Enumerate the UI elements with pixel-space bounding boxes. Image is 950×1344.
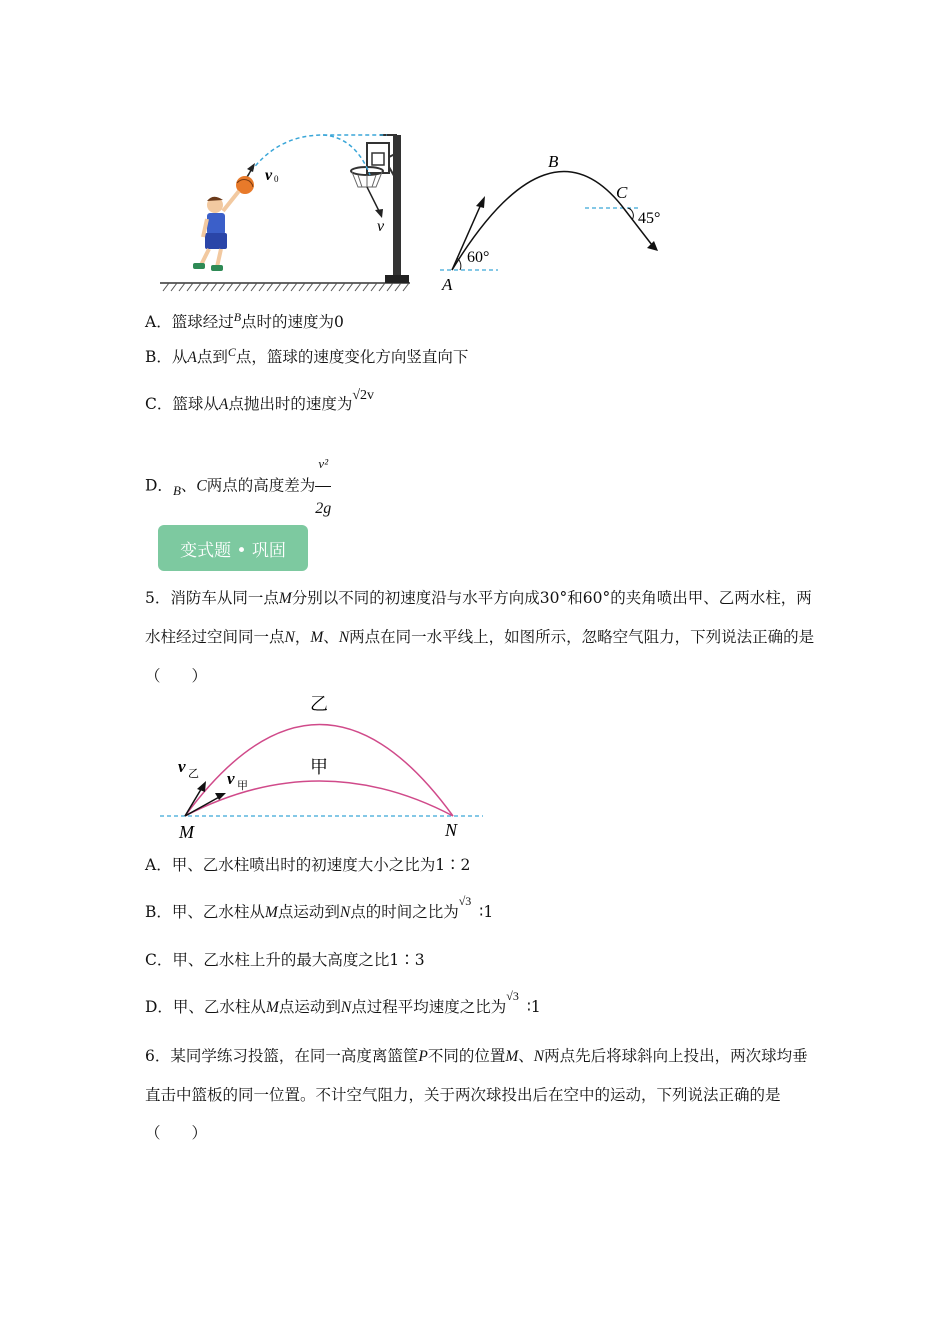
v-jia-label: v (227, 769, 235, 788)
trajectory-abc-figure (430, 150, 680, 295)
q4-option-c[interactable]: C．篮球从A点抛出时的速度为√2v (145, 388, 375, 413)
q5-option-d[interactable]: D．甲、乙水柱从M点运动到N点过程平均速度之比为$^{√3}$∶1 (145, 989, 541, 1016)
v-yi-subscript: 乙 (188, 768, 199, 780)
q5-stem: 5．消防车从同一点M分别以不同的初速度沿与水平方向成30°和60°的夹角喷出甲、乙两水柱，两水柱经过空间同一点N，M、N两点在同一水平线上，如图所示，忽略空气阻力，下列说法正确的是（ ） (145, 589, 815, 685)
player-icon (193, 176, 254, 271)
label-yi: 乙 (310, 694, 328, 714)
point-c-label: C (616, 183, 628, 202)
point-a-label: A (442, 275, 453, 294)
q5-option-c[interactable]: C．甲、乙水柱上升的最大高度之比1∶3 (145, 951, 425, 969)
variant-section-badge: 变式题 • 巩固 (158, 525, 308, 571)
sqrt2-expression: √2v (352, 388, 375, 403)
v-label: v (377, 218, 385, 235)
q5-option-a[interactable]: A．甲、乙水柱喷出时的初速度大小之比为1∶2 (145, 856, 471, 874)
v0-label: v (265, 167, 273, 184)
q6-stem: 6．某同学练习投篮，在同一高度离篮筐P不同的位置M、N两点先后将球斜向上投出，两次球均垂直击中篮板的同一位置。不计空气阻力，关于两次球投出后在空中的运动，下列说法正确的是（ ） (145, 1047, 808, 1142)
water-jet-figure (155, 688, 490, 843)
sqrt3-expression: √3 (506, 989, 519, 1003)
point-m-label: M (179, 822, 194, 842)
q4-option-d[interactable]: D．$_B$、C两点的高度差为 $\frac{\text{v²}}{2g}$ (145, 442, 331, 531)
q4-option-b[interactable]: B．从A点到$^C$点，篮球的速度变化方向竖直向下 (145, 345, 469, 366)
v-jia-subscript: 甲 (237, 780, 248, 792)
angle-45-label: 45° (638, 210, 661, 227)
height-fraction: $\frac{\text{v²}}{2g}$ (315, 442, 331, 531)
point-b-label: B (548, 152, 559, 171)
v0-subscript: 0 (274, 174, 279, 184)
angle-60-label: 60° (467, 249, 490, 266)
point-n-label: N (445, 820, 458, 840)
sqrt3-expression: √3 (458, 894, 472, 908)
label-jia: 甲 (310, 757, 328, 777)
basketball-shot-figure (155, 125, 420, 300)
jet-jia-curve (185, 781, 453, 816)
v-yi-label: v (178, 757, 186, 776)
q4-option-a[interactable]: A．篮球经过$^B$点时的速度为0 (145, 310, 344, 331)
q5-option-b[interactable]: B．甲、乙水柱从M点运动到N点的时间之比为$^{√3}$∶1 (145, 894, 494, 921)
